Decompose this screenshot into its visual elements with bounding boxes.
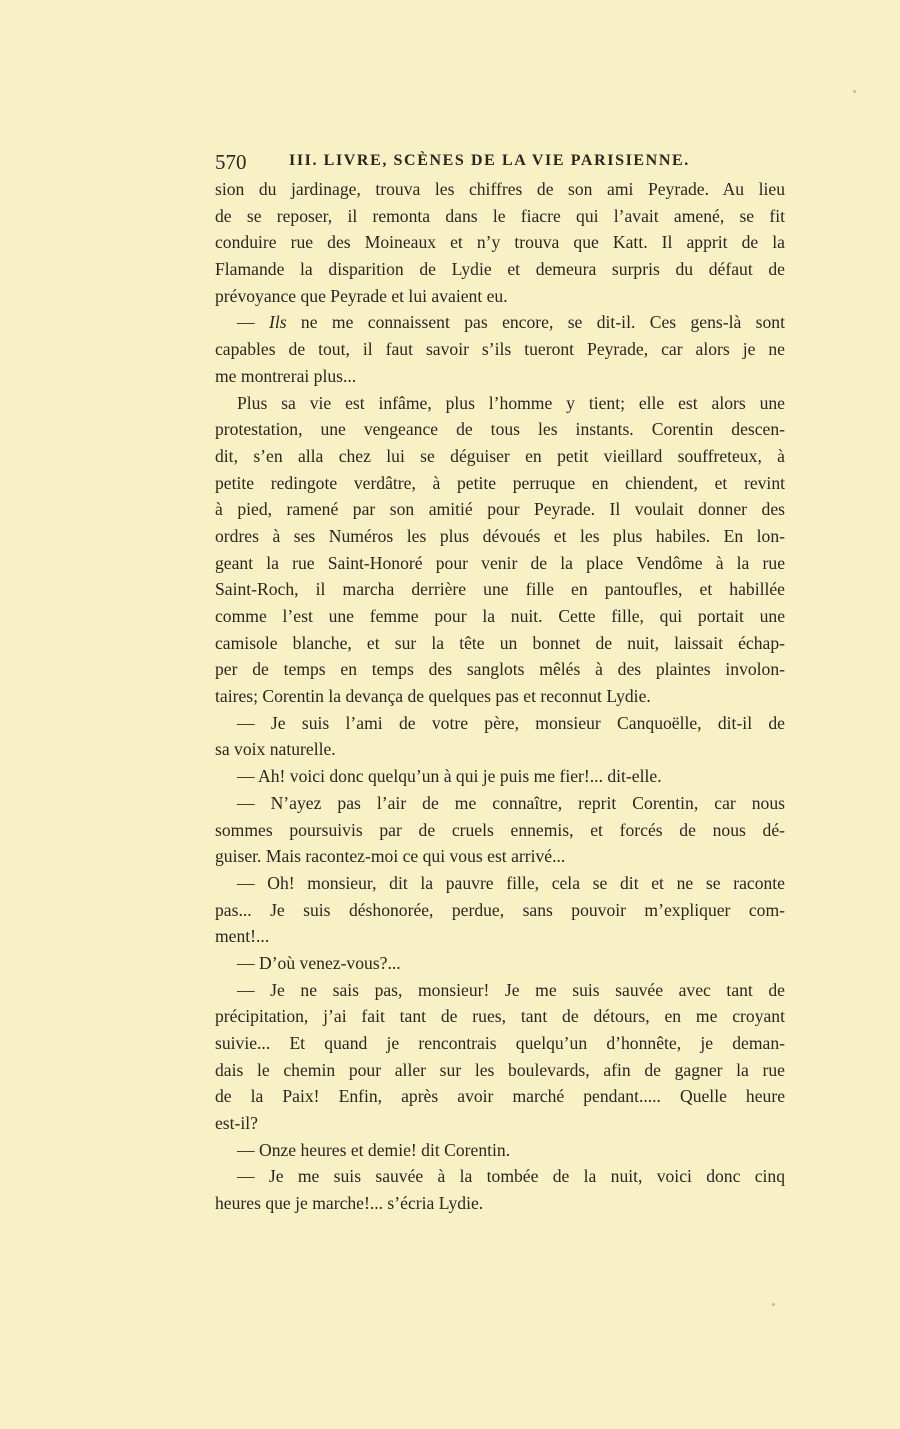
text-line: ment!...: [215, 926, 270, 947]
text-line: comme l’est une femme pour la nuit. Cette fille, qui portait une: [215, 606, 785, 626]
text-line: dais le chemin pour aller sur les boulevards, afin de gagner la rue: [215, 1059, 785, 1080]
text-line: ordres à ses Numéros les plus dévoués et les plus habiles. En lon-: [215, 525, 785, 546]
text-line: suivie... Et quand je rencontrais quelqu’un d’honnête, je deman-: [215, 1033, 785, 1053]
text-line: sommes poursuivis par de cruels ennemis, et forcés de nous dé-: [215, 819, 785, 840]
text-line: — Onze heures et demie! dit Corentin.: [237, 1139, 511, 1160]
text-line: camisole blanche, et sur la tête un bonnet de nuit, laissait échap-: [215, 632, 785, 653]
text-line: heures que je marche!... s’écria Lydie.: [215, 1193, 484, 1214]
text-line: — Je suis l’ami de votre père, monsieur Canquoëlle, dit-il de: [237, 712, 785, 733]
running-title: III. LIVRE, SCÈNES DE LA VIE PARISIENNE.: [289, 152, 690, 169]
text-line: à pied, ramené par son amitié pour Peyrade. Il voulait donner des: [215, 499, 785, 520]
text-line: Plus sa vie est infâme, plus l’homme y tient; elle est alors une: [237, 392, 785, 413]
text-line: pas... Je suis déshonorée, perdue, sans pouvoir m’expliquer com-: [215, 899, 785, 920]
page-header: [215, 150, 785, 176]
text-line: protestation, une vengeance de tous les instants. Corentin descen-: [215, 419, 785, 440]
text-line: — Je me suis sauvée à la tombée de la nuit, voici donc cinq: [237, 1166, 785, 1187]
text-line: — N’ayez pas l’air de me connaître, reprit Corentin, car nous: [237, 792, 785, 813]
text-line: prévoyance que Peyrade et lui avaient eu.: [215, 285, 508, 306]
text-segment: ne me connaissent pas encore, se dit-il. Ces gens-là sont: [286, 312, 785, 333]
text-line: taires; Corentin la devança de quelques pas et reconnut Lydie.: [215, 686, 651, 707]
text-line: précipitation, j’ai fait tant de rues, tant de détours, en me croyant: [215, 1006, 785, 1027]
italic-word: Ils: [268, 312, 287, 333]
text-line: Flamande la disparition de Lydie et demeura surpris du défaut de: [215, 259, 785, 280]
text-line: — Oh! monsieur, dit la pauvre fille, cela se dit et ne se raconte: [237, 872, 785, 893]
text-line: [215, 309, 785, 336]
text-line: petite redingote verdâtre, à petite perruque en chiendent, et revint: [215, 472, 785, 493]
text-line: de se reposer, il remonta dans le fiacre qui l’avait amené, se fit: [215, 205, 785, 226]
text-line: sa voix naturelle.: [215, 739, 336, 760]
text-line: Saint-Roch, il marcha derrière une fille en pantoufles, et habillée: [215, 579, 785, 600]
paper-speck: [772, 1303, 775, 1306]
text-line: — Je ne sais pas, monsieur! Je me suis sauvée avec tant de: [237, 979, 785, 1000]
page-body-text: [215, 176, 785, 1217]
text-line: capables de tout, il faut savoir s’ils tueront Peyrade, car alors je ne: [215, 339, 785, 360]
text-line: est-il?: [215, 1113, 258, 1134]
page-number: 570: [215, 150, 247, 174]
text-line: geant la rue Saint-Honoré pour venir de la place Vendôme à la rue: [215, 552, 785, 573]
text-line: per de temps en temps des sanglots mêlés à des plaintes involon-: [215, 659, 785, 680]
text-line: me montrerai plus...: [215, 365, 357, 386]
paper-speck: [853, 90, 856, 93]
text-line: guiser. Mais racontez-moi ce qui vous est arrivé...: [215, 846, 566, 867]
text-line: de la Paix! Enfin, après avoir marché pendant..... Quelle heure: [215, 1086, 785, 1107]
text-line: — Ah! voici donc quelqu’un à qui je puis me fier!... dit-elle.: [237, 766, 662, 787]
text-line: sion du jardinage, trouva les chiffres de son ami Peyrade. Au lieu: [215, 179, 785, 199]
text-segment: —: [237, 312, 269, 333]
text-line: — D’où venez-vous?...: [237, 952, 401, 973]
text-line: conduire rue des Moineaux et n’y trouva que Katt. Il apprit de la: [215, 232, 785, 253]
text-line: dit, s’en alla chez lui se déguiser en petit vieillard souffreteux, à: [215, 445, 785, 466]
